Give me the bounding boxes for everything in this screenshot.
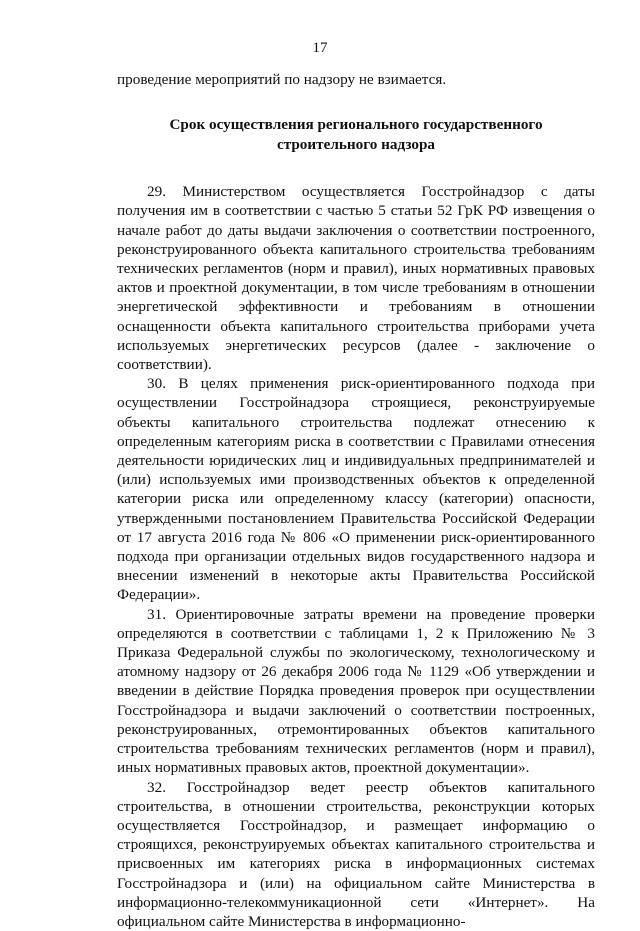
paragraph-31: 31. Ориентировочные затраты времени на проведение проверки определяются в соответствии с таблицами 1, 2 к Приложению № 3 Приказа Федеральной службы по экологическому, технологическому и атомному надзору от 26 декабря 2006 года № 1129 «Об утверждении и введении в действие Порядка проведения проверок при осуществлении Госстройнадзора и выдачи заключений о соответствии построенных, реконструированных, отремонтированных объектов капитального строительства требованиям технических регламентов (норм и правил), иных нормативных правовых актов, проектной документации». <box>117 605 595 778</box>
page-number: 17 <box>0 40 640 57</box>
section-heading <box>117 115 595 154</box>
section-heading-line-2: строительного надзора <box>117 135 595 155</box>
document-body <box>117 70 595 931</box>
paragraph-32: 32. Госстройнадзор ведет реестр объектов капитального строительства, в отношении строительства, реконструкции которых осуществляется Госстройнадзор, и размещает информацию о строящихся, реконструируемых объектах капитального строительства и присвоенных им категориях риска в информационных системах Госстройнадзора и (или) на официальном сайте Министерства в информационно-телекоммуникационной сети «Интернет». На официальном сайте Министерства в информационно- <box>117 778 595 931</box>
lead-line: проведение мероприятий по надзору не взимается. <box>117 70 595 89</box>
section-heading-line-1: Срок осуществления регионального государственного <box>117 115 595 135</box>
paragraph-30: 30. В целях применения риск-ориентированного подхода при осуществлении Госстройнадзора строящиеся, реконструируемые объекты капитального строительства подлежат отнесению к определенным категориям риска в соответствии с Правилами отнесения деятельности юридических лиц и индивидуальных предпринимателей и (или) используемых ими производственных объектов к определенной категории риска или определенному классу (категории) опасности, утвержденными постановлением Правительства Российской Федерации от 17 августа 2016 года № 806 «О применении риск-ориентированного подхода при организации отдельных видов государственного надзора и внесении изменений в некоторые акты Правительства Российской Федерации». <box>117 374 595 604</box>
paragraph-29: 29. Министерством осуществляется Госстройнадзор с даты получения им в соответствии с частью 5 статьи 52 ГрК РФ извещения о начале работ до даты выдачи заключения о соответствии построенного, реконструированного объекта капитального строительства требованиям технических регламентов (норм и правил), иных нормативных правовых актов и проектной документации, в том числе требованиям в отношении энергетической эффективности и требованиям в отношении оснащенности объекта капитального строительства приборами учета используемых энергетических ресурсов (далее - заключение о соответствии). <box>117 182 595 374</box>
